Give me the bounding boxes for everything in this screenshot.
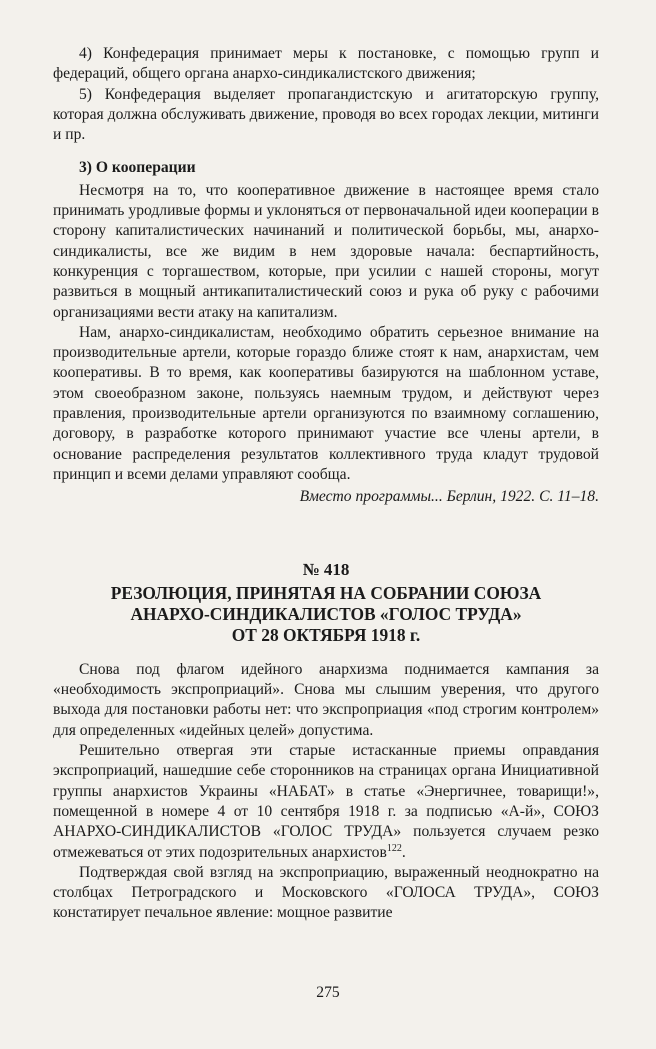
- document-title: [53, 583, 599, 646]
- footnote-reference[interactable]: 122: [386, 842, 402, 854]
- section-heading: 3) О кооперации: [79, 159, 196, 177]
- list-item-4: 4) Конфедерация принимает меры к постановке, с помощью групп и федераций, общего органа анархо-синдикалистского движения;: [53, 45, 599, 83]
- document-number: № 418: [302, 559, 350, 579]
- paragraph-confirmation: Подтверждая свой взгляд на экспроприацию, выраженный неоднократно на столбцах Петроградского и Московского «ГОЛОСА ТРУДА», СОЮЗ констатирует печальное явление: мощное развитие: [53, 863, 599, 922]
- paragraph-expropriation: Снова под флагом идейного анархизма поднимается кампания за «необходимость экспроприаций». Снова мы слышим уверения, что другого выхода для постановки работы нет: что экспроприация «под строгим контролем» для определенных «идейных целей» допустима.: [53, 660, 599, 739]
- paragraph-rejection-tail: .: [401, 843, 406, 861]
- paragraph-rejection-text: Решительно отвергая эти старые истасканные приемы оправдания экспроприаций, нашедшие себе сторонников на страницах органа Инициативной группы анархистов Украины «НАБАТ» в статье «Энергичнее, товарищи!», помещенной в номере 4 от 10 сентября 1918 г. за подписью «А-й», СОЮЗ АНАРХО-СИНДИКАЛИСТОВ «ГОЛОС ТРУДА» пользуется случаем резко отмежеваться от этих подозрительных анархистов: [53, 742, 599, 861]
- page-number: 275: [316, 984, 340, 1001]
- paragraph-rejection: [53, 741, 599, 863]
- paragraph-artels: Нам, анархо-синдикалистам, необходимо обратить серьезное внимание на производительные артели, которые гораздо ближе стоят к нам, анархистам, чем кооперативы. В то время, как кооперативы базируются на шаблонном уставе, этом своеобразном законе, пользуясь наемным трудом, и действуют через правления, производительные артели организуются по взаимному соглашению, договору, в разработке которого принимают участие все члены артели, в основание распределения результатов коллективного труда кладут трудовой принцип и всеми делами управляют сообща.: [53, 323, 599, 483]
- source-citation: Вместо программы... Берлин, 1922. С. 11–18.: [299, 488, 599, 506]
- document-title-line-3: ОТ 28 ОКТЯБРЯ 1918 г.: [231, 624, 421, 645]
- document-title-line-1: РЕЗОЛЮЦИЯ, ПРИНЯТАЯ НА СОБРАНИИ СОЮЗА: [110, 582, 542, 603]
- document-title-line-2: АНАРХО-СИНДИКАЛИСТОВ «ГОЛОС ТРУДА»: [130, 603, 522, 624]
- list-item-5: 5) Конфедерация выделяет пропагандистскую и агитаторскую группу, которая должна обслуживать движение, проводя во всех городах лекции, митинги и пр.: [53, 85, 599, 144]
- paragraph-cooperation: Несмотря на то, что кооперативное движение в настоящее время стало принимать уродливые формы и уклоняться от первоначальной идеи кооперации в сторону капиталистических начинаний и политической борьбы, мы, анархо-синдикалисты, все же видим в нем здоровые начала: беспартийность, конкуренция с торгашеством, которые, при усилии с нашей стороны, могут развиться в мощный антикапиталистический союз и рука об руку с рабочими организациями вести атаку на капитализм.: [53, 181, 599, 321]
